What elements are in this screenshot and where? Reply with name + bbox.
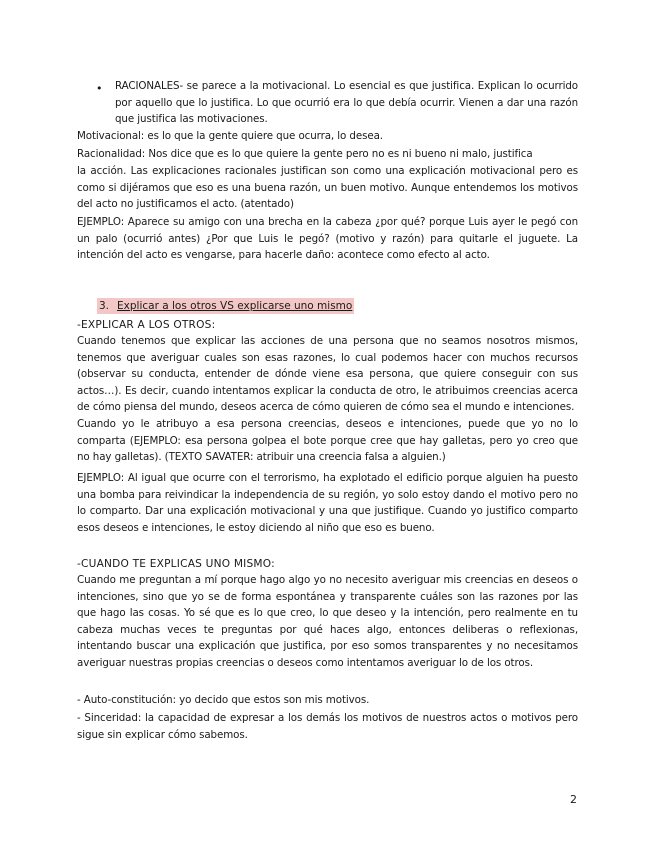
note-sinceridad: - Sinceridad: la capacidad de expresar a los demás los motivos de nuestros actos o motivos pero sigue sin explicar cómo sabemos. <box>77 712 578 741</box>
section-title: Explicar a los otros VS explicarse uno mismo <box>117 300 353 312</box>
section-number: 3. <box>99 300 110 312</box>
bullet-item-racionales <box>77 78 578 128</box>
para-otros-1: Cuando tenemos que explicar las acciones de una persona que no seamos nosotros mismos, tenemos que averiguar cuales son esas razones, lo cual podemos hacer con muchos recursos (observar su conducta, entender de dónde viene esa persona, que quiere conseguir con sus actos…). Es decir, cuando intentamos explicar la conducta de otro, le atribuimos creencias acerca de cómo piensa del mundo, deseos acerca de cómo quieren de cómo sea el mundo e intenciones. <box>77 335 578 414</box>
section-heading-3 <box>97 298 354 314</box>
bullet-dot-icon: • <box>96 82 103 95</box>
note-auto-constitucion: - Auto-constitución: yo decido que estos son mis motivos. <box>77 694 370 706</box>
para-explicaciones-racionales: la acción. Las explicaciones racionales justifican son como una explicación motivacional pero es como si dijéramos que eso es una buena razón, un buen motivo. Aunque entendemos los motivos del acto no justificamos el acto. (atentado) <box>77 165 578 211</box>
subheading-explicar-otros: -EXPLICAR A LOS OTROS: <box>77 319 216 331</box>
subheading-explicar-mismo: -CUANDO TE EXPLICAS UNO MISMO: <box>77 558 275 570</box>
bullet-text: RACIONALES- se parece a la motivacional. Lo esencial es que justifica. Explican lo ocurrido por aquello que lo justifica. Lo que ocurrió era lo que debía ocurrir. Vienen a dar una razón que justifica las motivaciones. <box>115 80 578 126</box>
para-ejemplo-brecha: EJEMPLO: Aparece su amigo con una brecha en la cabeza ¿por qué? porque Luis ayer le pegó con un palo (ocurrió antes) ¿Por que Luis le pegó? (motivo y razón) para quitarle el juguete. La intención del acto es vengarse, para hacerle daño: acontece como efecto al acto. <box>77 216 578 262</box>
para-racionalidad: Racionalidad: Nos dice que es lo que quiere la gente pero no es ni bueno ni malo, justifica <box>77 148 533 160</box>
page-number: 2 <box>570 793 577 806</box>
para-otros-3: EJEMPLO: Al igual que ocurre con el terrorismo, ha explotado el edificio porque alguien ha puesto una bomba para reivindicar la independencia de su región, yo solo estoy dando el motivo pero no lo comparto. Dar una explicación motivacional y una que justifique. Cuando yo justifico comparto esos deseos e intenciones, le estoy diciendo al niño que eso es bueno. <box>77 472 578 534</box>
para-otros-2: Cuando yo le atribuyo a esa persona creencias, deseos e intenciones, puede que yo no lo comparta (EJEMPLO: esa persona golpea el bote porque cree que hay galletas, pero yo creo que no hay galletas). (TEXTO SAVATER: atribuir una creencia falsa a alguien.) <box>77 418 578 464</box>
para-mismo-1: Cuando me preguntan a mí porque hago algo yo no necesito averiguar mis creencias en deseos o intenciones, sino que yo se de forma espontánea y transparente cuáles son las razones por las que hago las cosas. Yo sé que es lo que creo, lo que deseo y la intención, pero realmente en tu cabeza muchas veces te preguntas por qué haces algo, entonces deliberas o reflexionas, intentando buscar una explicación que justifica, por eso somos transparentes y no necesitamos averiguar nuestras propias creencias o deseos como intentamos averiguar lo de los otros. <box>77 574 578 669</box>
para-motivacional: Motivacional: es lo que la gente quiere que ocurra, lo desea. <box>77 130 383 142</box>
